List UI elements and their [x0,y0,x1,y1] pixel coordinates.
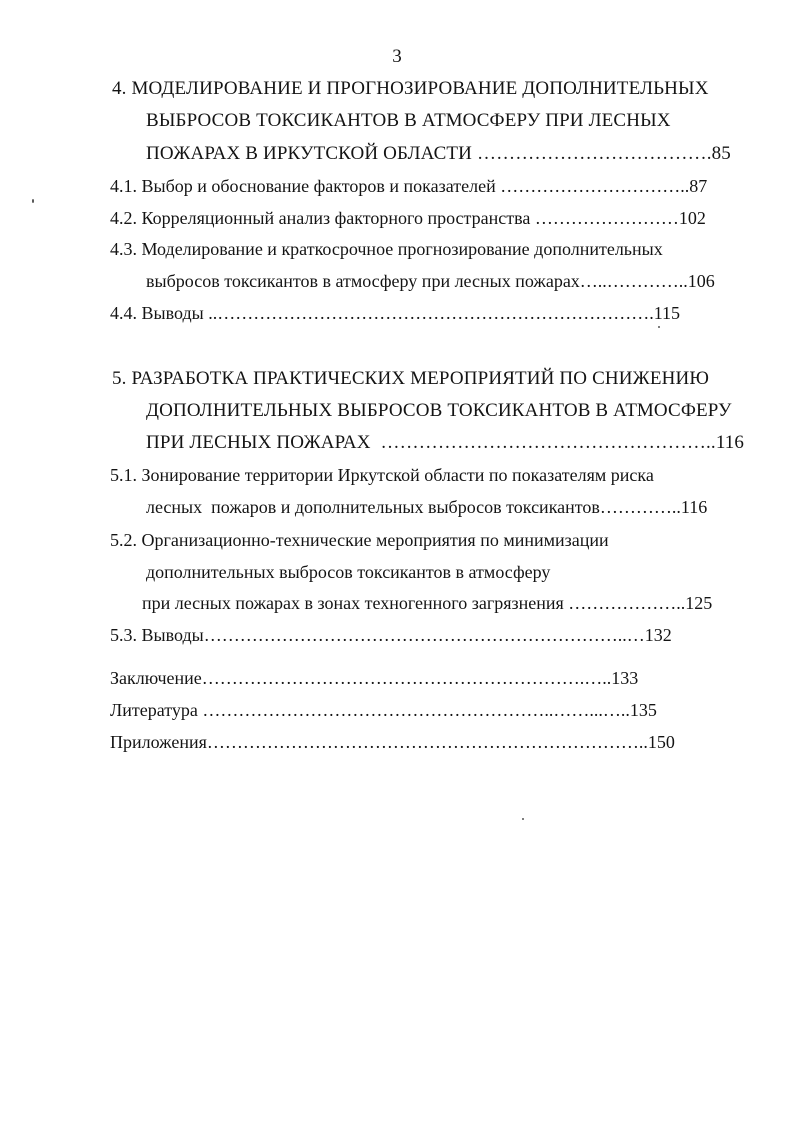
scan-speck [522,818,524,820]
toc-chapter-4-line-2: ВЫБРОСОВ ТОКСИКАНТОВ В АТМОСФЕРУ ПРИ ЛЕСНЫХ [146,110,671,131]
toc-section-5-2-line-1: 5.2. Организационно-технические мероприятия по минимизации [110,530,609,550]
toc-section-5-3: 5.3. Выводы……………………………………………………………..…132 [110,625,672,645]
toc-chapter-4-line-3: ПОЖАРАХ В ИРКУТСКОЙ ОБЛАСТИ ……………………………….85 [146,143,731,164]
toc-section-5-2-line-2: дополнительных выбросов токсикантов в атмосферу [146,562,551,582]
toc-section-4-4: 4.4. Выводы ..……………………………………………………………….115 [110,303,681,323]
toc-section-5-1-line-1: 5.1. Зонирование территории Иркутской области по показателям риска [110,465,654,485]
toc-section-4-3-line-1: 4.3. Моделирование и краткосрочное прогнозирование дополнительных [110,239,663,259]
toc-appendices: Приложения………………………………………………………………..150 [110,732,675,752]
toc-section-5-2-line-3: при лесных пожарах в зонах техногенного загрязнения ………………..125 [142,593,713,613]
scan-speck [658,326,660,328]
toc-chapter-4-line-1: 4. МОДЕЛИРОВАНИЕ И ПРОГНОЗИРОВАНИЕ ДОПОЛНИТЕЛЬНЫХ [112,78,709,99]
toc-section-4-2: 4.2. Корреляционный анализ факторного пространства ……………………102 [110,208,706,228]
toc-chapter-5-line-3: ПРИ ЛЕСНЫХ ПОЖАРАХ ……………………………………………..116 [146,432,745,453]
toc-literature: Литература …………………………………………………..……...…..135 [110,700,657,720]
toc-section-4-3-line-2: выбросов токсикантов в атмосферу при лесных пожарах…..…………..106 [146,271,715,291]
toc-section-5-1-line-2: лесных пожаров и дополнительных выбросов токсикантов…………..116 [146,497,708,517]
toc-section-4-1: 4.1. Выбор и обоснование факторов и показателей …………………………..87 [110,176,708,196]
page-number: 3 [392,46,402,67]
toc-chapter-5-line-1: 5. РАЗРАБОТКА ПРАКТИЧЕСКИХ МЕРОПРИЯТИЙ ПО СНИЖЕНИЮ [112,368,709,389]
toc-conclusion: Заключение……………………………………………………….…..133 [110,668,639,688]
scan-speck [32,199,34,203]
toc-chapter-5-line-2: ДОПОЛНИТЕЛЬНЫХ ВЫБРОСОВ ТОКСИКАНТОВ В АТМОСФЕРУ [146,400,732,421]
